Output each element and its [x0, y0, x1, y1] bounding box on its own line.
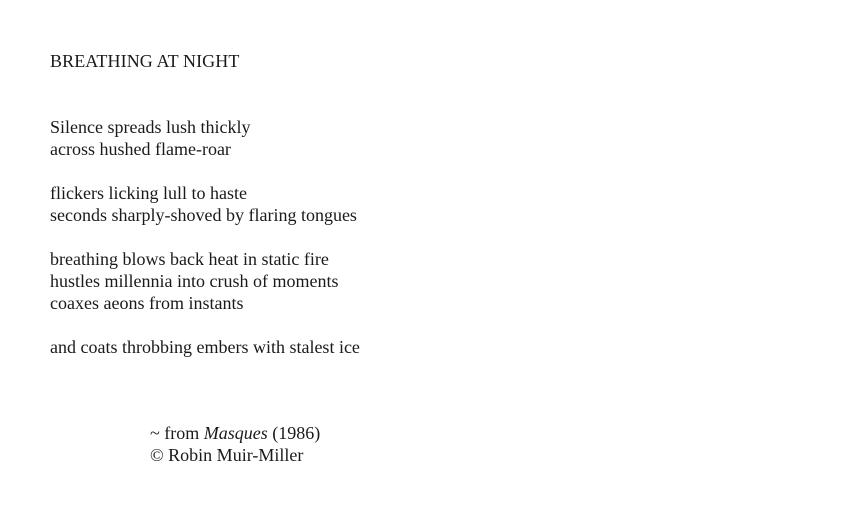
stanza	[50, 336, 550, 358]
source-line	[150, 422, 320, 444]
source-title: Masques	[203, 423, 268, 443]
source-prefix: ~ from	[150, 423, 200, 443]
stanza	[50, 182, 550, 226]
poem-line: Silence spreads lush thickly	[50, 117, 251, 137]
poem-line: seconds sharply-shoved by flaring tongues	[50, 205, 357, 225]
poem-line: breathing blows back heat in static fire	[50, 249, 329, 269]
source-year: (1986)	[272, 423, 321, 443]
poem-title: BREATHING AT NIGHT	[50, 51, 240, 71]
copyright-line: © Robin Muir-Miller	[150, 445, 304, 465]
poem-line: hustles millennia into crush of moments	[50, 271, 339, 291]
stanza	[50, 116, 550, 160]
poem-line: coaxes aeons from instants	[50, 293, 244, 313]
poem-line: and coats throbbing embers with stalest ice	[50, 337, 360, 357]
poem-line: across hushed flame-roar	[50, 139, 231, 159]
stanza	[50, 248, 550, 314]
poem-credits	[150, 422, 320, 466]
poem-body	[50, 116, 550, 380]
poem-line: flickers licking lull to haste	[50, 183, 247, 203]
